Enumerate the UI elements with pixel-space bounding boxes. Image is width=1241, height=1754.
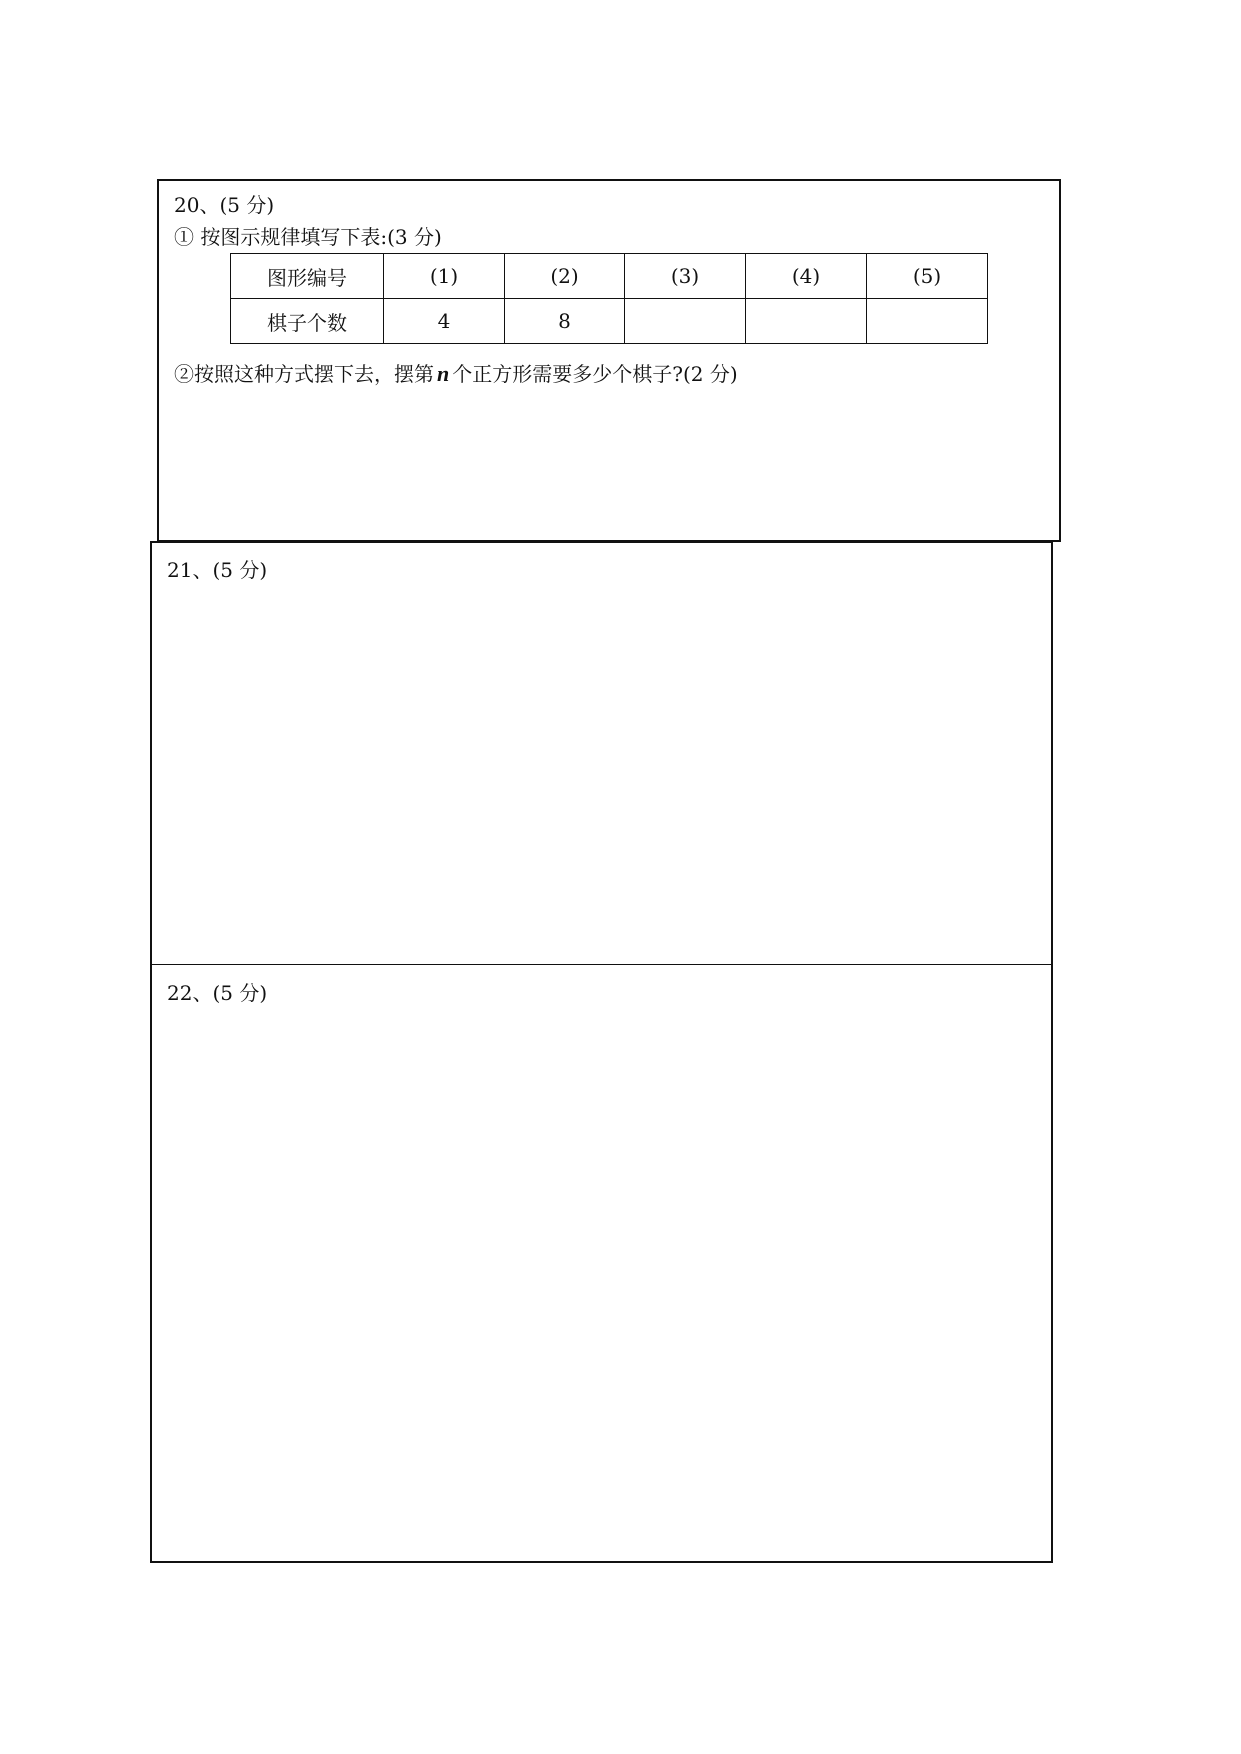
table-cell: (2) — [505, 254, 625, 299]
table-cell: 8 — [505, 299, 625, 344]
table-row — [231, 254, 988, 299]
table-cell: (4) — [746, 254, 867, 299]
answer-cell[interactable] — [625, 299, 746, 344]
question-20-heading: 20、(5 分) — [174, 193, 275, 217]
question-20-box — [157, 179, 1061, 542]
answer-cell[interactable] — [746, 299, 867, 344]
question-20-part2-text-end: 个正方形需要多少个棋子?(2 分) — [452, 362, 738, 386]
section-divider — [152, 964, 1051, 965]
table-header-piece-count: 棋子个数 — [231, 299, 384, 344]
pattern-table — [230, 253, 988, 344]
table-cell: (1) — [384, 254, 505, 299]
answer-cell[interactable] — [867, 299, 988, 344]
variable-n: n — [437, 361, 450, 386]
table-header-figure-number: 图形编号 — [231, 254, 384, 299]
table-cell: 4 — [384, 299, 505, 344]
question-20-part2-text: ②按照这种方式摆下去，摆第 — [174, 362, 434, 386]
table-row — [231, 299, 988, 344]
question-21-heading: 21、(5 分) — [167, 558, 268, 582]
question-20-part2 — [174, 362, 738, 386]
question-22-heading: 22、(5 分) — [167, 981, 268, 1005]
table-cell: (5) — [867, 254, 988, 299]
table-cell: (3) — [625, 254, 746, 299]
answer-area-box — [150, 541, 1053, 1563]
question-20-part1: ① 按图示规律填写下表:(3 分) — [174, 225, 442, 249]
